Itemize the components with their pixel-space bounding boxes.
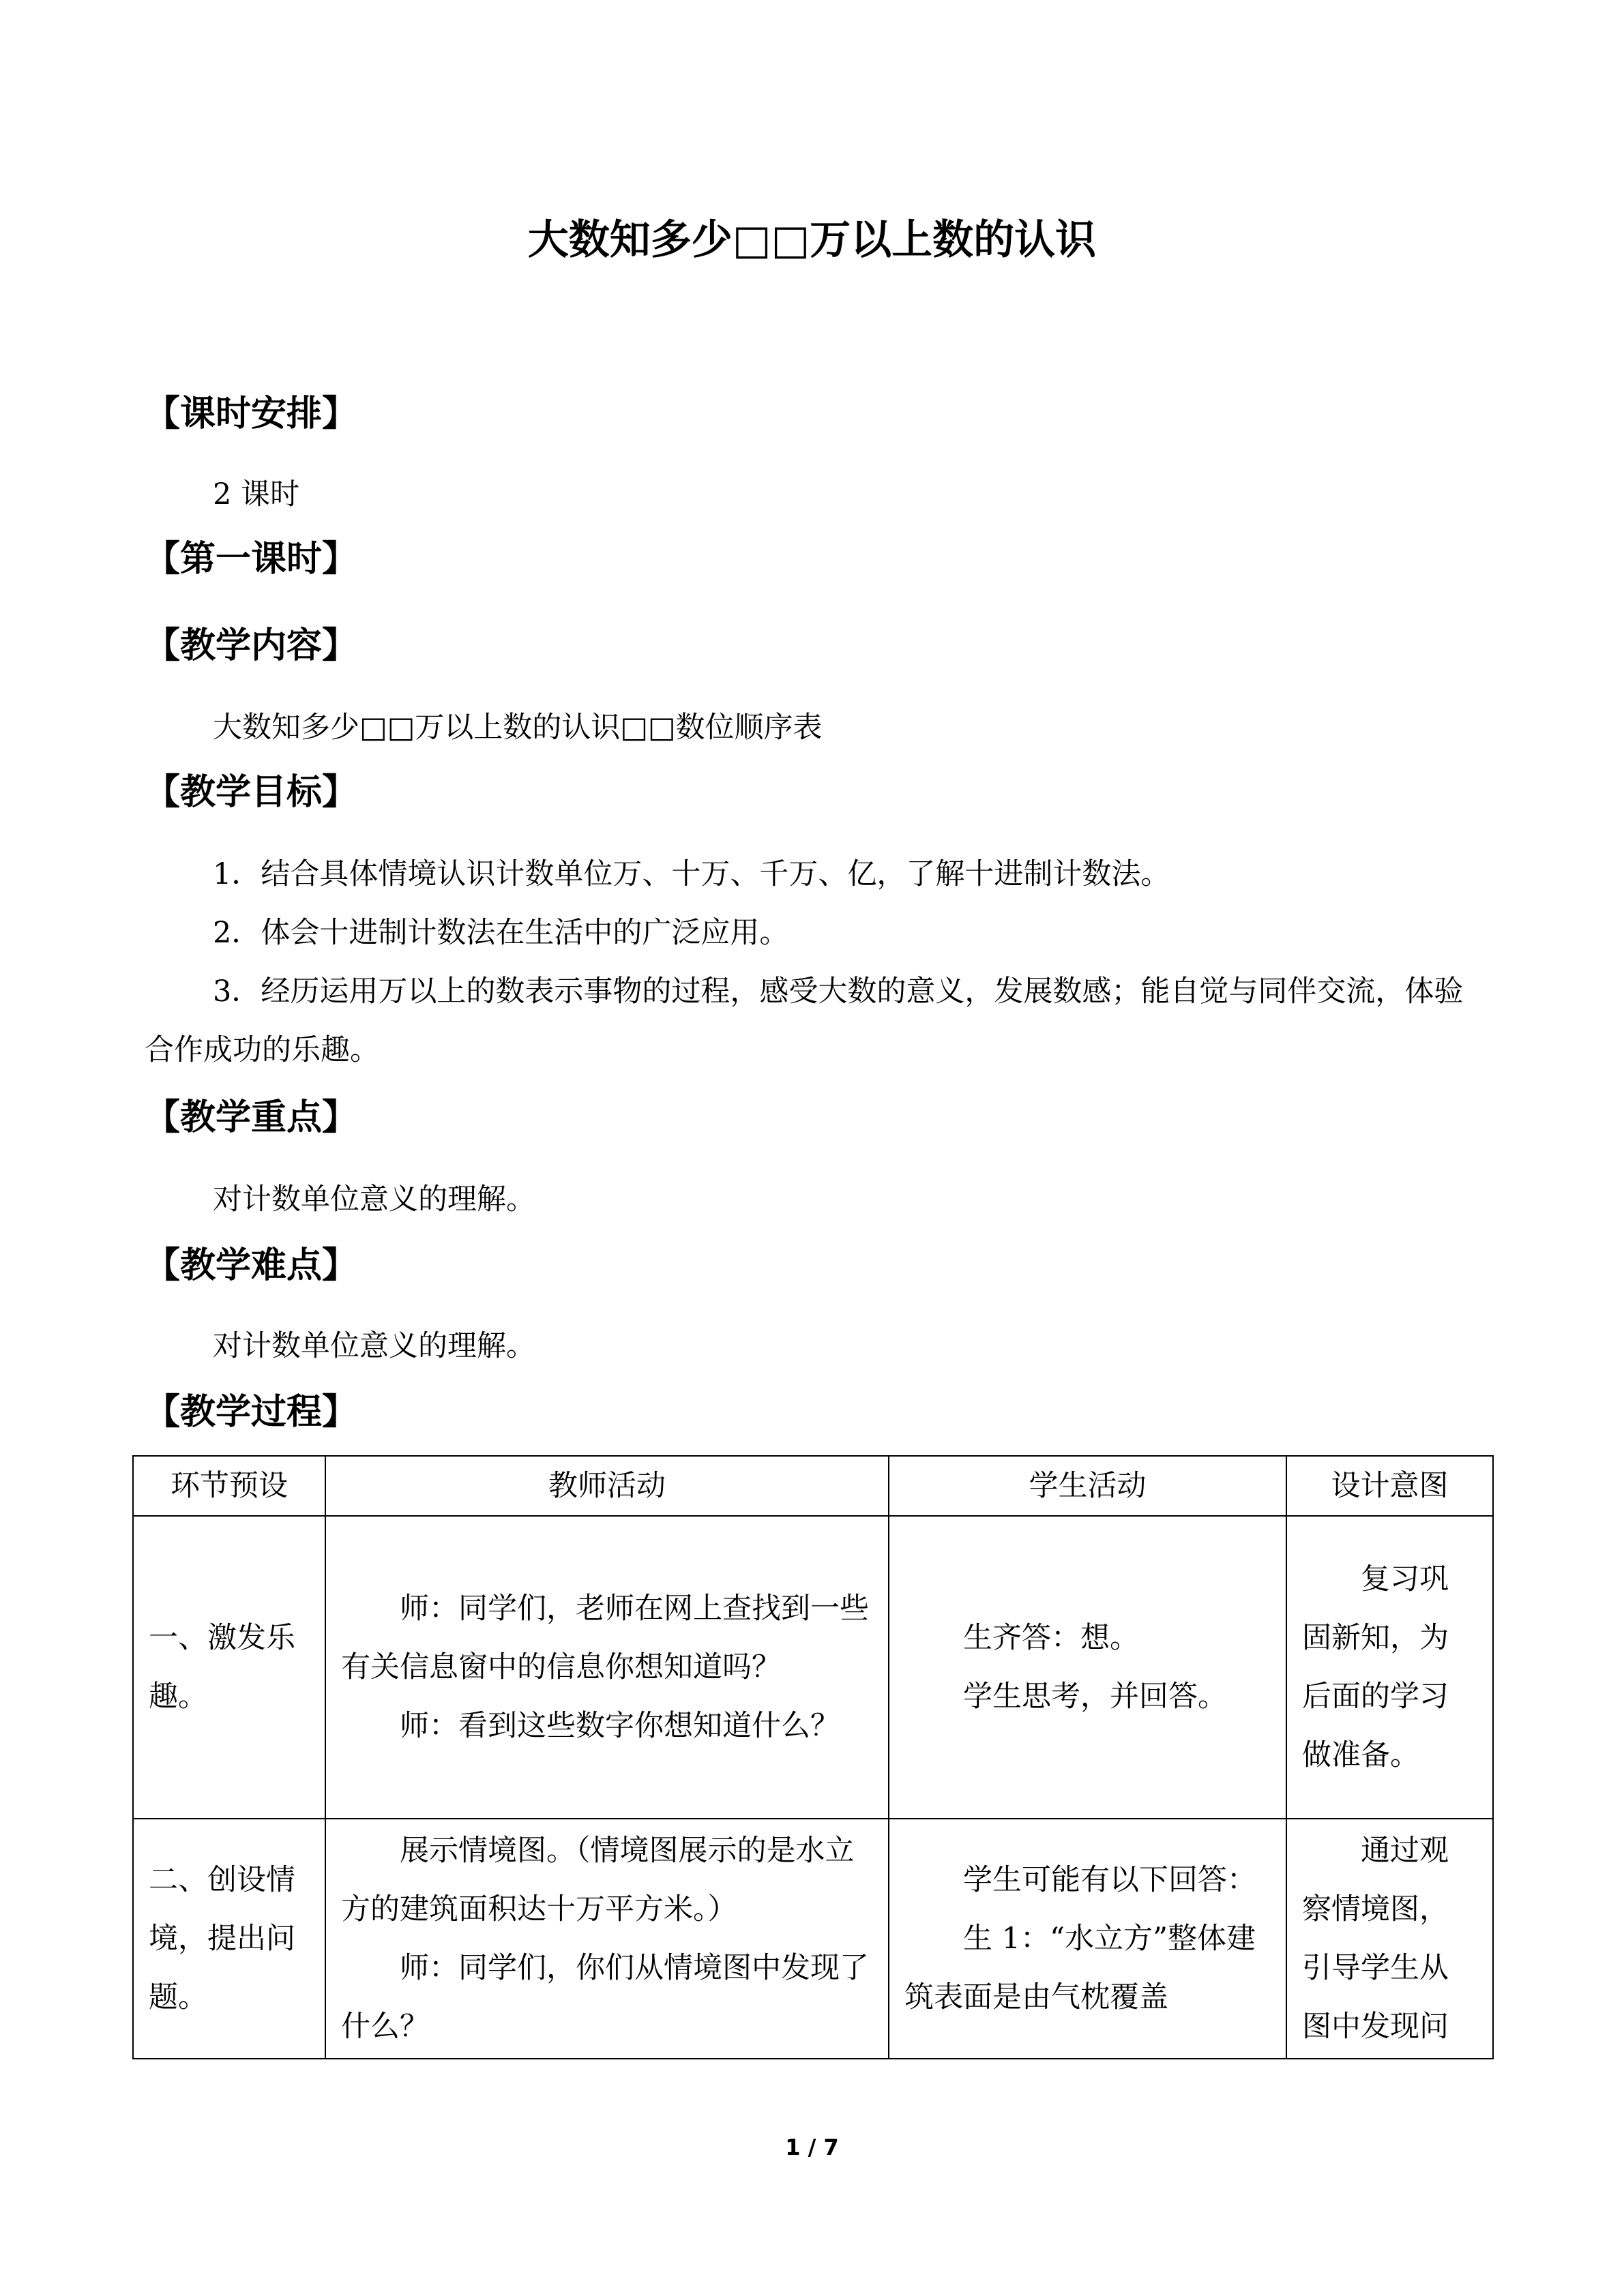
row-student: 学生可能有以下回答： 生 1：“水立方”整体建筑表面是由气枕覆盖 bbox=[889, 1819, 1286, 2059]
first-lesson-heading: 【第一课时】 bbox=[145, 539, 358, 580]
difficulty-heading: 【教学难点】 bbox=[145, 1245, 358, 1286]
header-teacher: 教师活动 bbox=[325, 1456, 889, 1516]
table-row bbox=[133, 1819, 1493, 2059]
schedule-heading: 【课时安排】 bbox=[145, 393, 358, 434]
header-stage: 环节预设 bbox=[133, 1456, 325, 1516]
schedule-text: 2 课时 bbox=[213, 477, 300, 511]
goal-item-3: 3．经历运用万以上的数表示事物的过程，感受大数的意义，发展数感；能自觉与同伴交流，体验合作成功的乐趣。 bbox=[145, 974, 1464, 1067]
header-student: 学生活动 bbox=[889, 1456, 1286, 1516]
header-intent: 设计意图 bbox=[1286, 1456, 1493, 1516]
goal-item-2: 2．体会十进制计数法在生活中的广泛应用。 bbox=[213, 916, 789, 950]
process-heading: 【教学过程】 bbox=[145, 1392, 358, 1433]
row-student: 生齐答：想。 学生思考，并回答。 bbox=[889, 1516, 1286, 1819]
goal-item-1: 1．结合具体情境认识计数单位万、十万、千万、亿，了解十进制计数法。 bbox=[213, 857, 1170, 891]
table-header-row bbox=[133, 1456, 1493, 1516]
row-intent: 通过观察情境图，引导学生从图中发现问 bbox=[1286, 1819, 1493, 2059]
row-stage: 一、激发乐趣。 bbox=[133, 1516, 325, 1819]
key-text: 对计数单位意义的理解。 bbox=[213, 1182, 535, 1217]
content-text: 大数知多少□□万以上数的认识□□数位顺序表 bbox=[213, 711, 823, 745]
content-heading: 【教学内容】 bbox=[145, 625, 358, 666]
teaching-process-table bbox=[132, 1455, 1494, 2059]
table-row bbox=[133, 1516, 1493, 1819]
row-stage: 二、创设情境，提出问题。 bbox=[133, 1819, 325, 2059]
document-title: 大数知多少□□万以上数的认识 bbox=[527, 216, 1097, 264]
row-intent: 复习巩固新知，为后面的学习做准备。 bbox=[1286, 1516, 1493, 1819]
row-teacher: 师：同学们，老师在网上查找到一些有关信息窗中的信息你想知道吗？ 师：看到这些数字你想知道什么？ bbox=[325, 1516, 889, 1819]
row-teacher: 展示情境图。（情境图展示的是水立方的建筑面积达十万平方米。） 师：同学们，你们从情境图中发现了什么？ bbox=[325, 1819, 889, 2059]
goals-heading: 【教学目标】 bbox=[145, 772, 358, 813]
key-heading: 【教学重点】 bbox=[145, 1097, 358, 1138]
difficulty-text: 对计数单位意义的理解。 bbox=[213, 1329, 535, 1363]
page-number: 1 / 7 bbox=[785, 2134, 839, 2160]
